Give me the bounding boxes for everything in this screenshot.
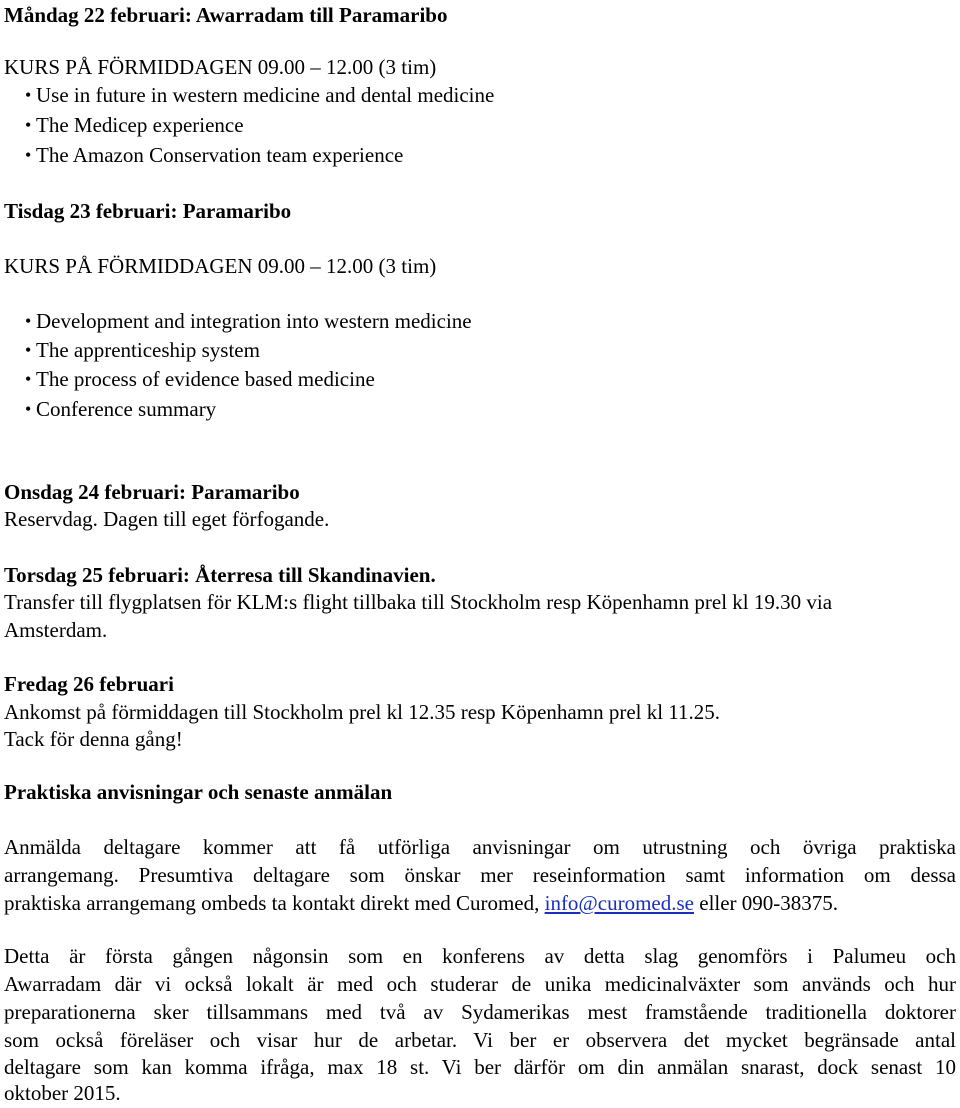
day5-text: Tack för denna gång! xyxy=(4,727,183,751)
day4-text: Transfer till flygplatsen för KLM:s flight tillbaka till Stockholm resp Köpenhamn prel kl 19.30 via xyxy=(4,590,833,614)
day4-text: Amsterdam. xyxy=(4,618,108,642)
bullet-icon: • xyxy=(25,115,32,135)
paragraph-line: oktober 2015. xyxy=(4,1081,121,1105)
day5-text: Ankomst på förmiddagen till Stockholm prel kl 12.35 resp Köpenhamn prel kl 11.25. xyxy=(4,700,721,724)
list-item: • Development and integration into western medicine xyxy=(36,306,472,336)
list-item: • The apprenticeship system xyxy=(36,335,260,365)
list-item: • The process of evidence based medicine xyxy=(36,364,375,394)
email-link[interactable]: info@curomed.se xyxy=(544,891,694,915)
day2-course-time: KURS PÅ FÖRMIDDAGEN 09.00 – 12.00 (3 tim) xyxy=(4,254,437,278)
day1-course-time: KURS PÅ FÖRMIDDAGEN 09.00 – 12.00 (3 tim) xyxy=(4,55,437,79)
bullet-icon: • xyxy=(25,145,32,165)
paragraph-line: praktiska arrangemang ombeds ta kontakt direkt med Curomed, info@curomed.se eller 090-38375. xyxy=(4,891,839,915)
bullet-icon: • xyxy=(25,85,32,105)
paragraph-line: Detta är första gången någonsin som en konferens av detta slag genomförs i Palumeu och xyxy=(4,944,956,968)
day1-heading: Måndag 22 februari: Awarradam till Paramaribo xyxy=(4,3,448,27)
bullet-icon: • xyxy=(25,369,32,389)
list-item: • Conference summary xyxy=(36,394,216,424)
list-item: • The Medicep experience xyxy=(36,110,244,140)
paragraph-line: preparationerna sker tillsammans med två av Sydamerikas mest framstående traditionella doktorer xyxy=(4,1000,956,1024)
paragraph-line: deltagare som kan komma ifråga, max 18 st. Vi ber därför om din anmälan snarast, dock senast 10 xyxy=(4,1055,956,1079)
bullet-icon: • xyxy=(25,311,32,331)
day2-heading: Tisdag 23 februari: Paramaribo xyxy=(4,199,292,223)
list-item: • Use in future in western medicine and dental medicine xyxy=(36,80,494,110)
paragraph-line: Anmälda deltagare kommer att få utförliga anvisningar om utrustning och övriga praktiska xyxy=(4,835,956,859)
paragraph-line: som också föreläser och visar hur de arbetar. Vi ber er observera det mycket begränsade antal xyxy=(4,1028,956,1052)
bullet-icon: • xyxy=(25,399,32,419)
day5-heading: Fredag 26 februari xyxy=(4,672,174,696)
day4-heading: Torsdag 25 februari: Återresa till Skandinavien. xyxy=(4,563,436,587)
list-item: • The Amazon Conservation team experience xyxy=(36,140,403,170)
day3-text: Reservdag. Dagen till eget förfogande. xyxy=(4,507,330,531)
day3-heading: Onsdag 24 februari: Paramaribo xyxy=(4,480,300,504)
paragraph-line: arrangemang. Presumtiva deltagare som önskar mer reseinformation samt information om dessa xyxy=(4,863,956,887)
practical-heading: Praktiska anvisningar och senaste anmälan xyxy=(4,780,393,804)
paragraph-line: Awarradam där vi också lokalt är med och studerar de unika medicinalväxter som används och hur xyxy=(4,972,956,996)
bullet-icon: • xyxy=(25,340,32,360)
